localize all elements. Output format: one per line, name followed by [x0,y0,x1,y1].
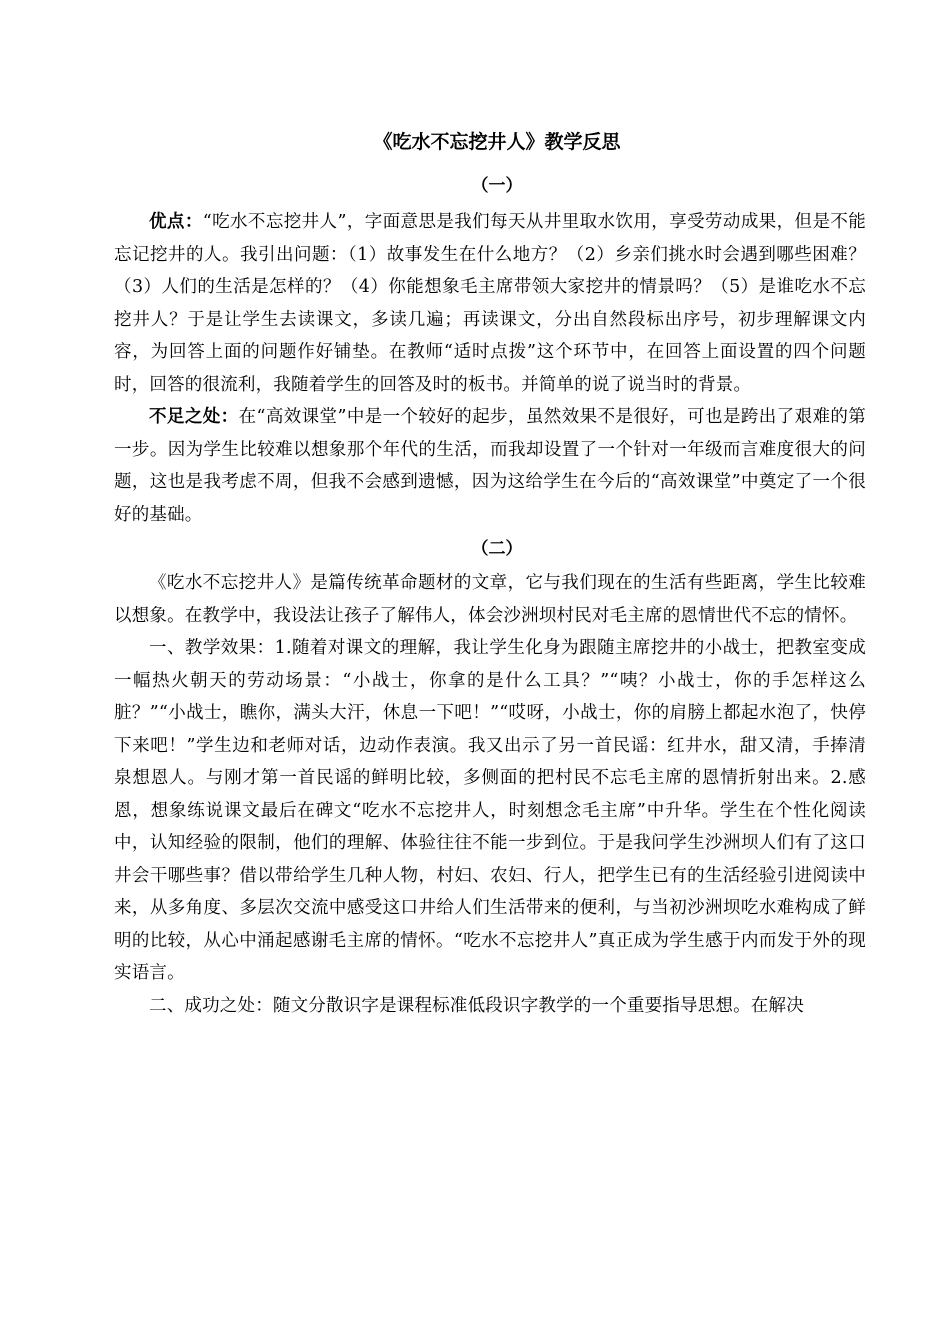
paragraph-success: 二、成功之处：随文分散识字是课程标准低段识字教学的一个重要指导思想。在解决 [149,995,804,1016]
section-heading-2: （二） [471,539,523,559]
document-title: 《吃水不忘挖井人》教学反思 [373,131,621,153]
document-page [114,126,866,1022]
paragraph-intro: 《吃水不忘挖井人》是篇传统革命题材的文章，它与我们现在的生活有些距离，学生比较难以想象。在教学中，我设法让孩子了解伟人，体会沙洲坝村民对毛主席的恩情世代不忘的情怀。 [114,573,866,626]
paragraph-shortcomings [114,401,866,531]
section-heading-1: （一） [471,176,523,196]
paragraph-text-advantages: “吃水不忘挖井人”，字面意思是我们每天从井里取水饮用，享受劳动成果，但是不能忘记挖井的人。我引出问题：（1）故事发生在什么地方？（2）乡亲们挑水时会遇到哪些困难？（3）人们的生活是怎样的？（4）你能想象毛主席带领大家挖井的情景吗？（5）是谁吃水不忘挖井人？于是让学生去读课文，多读几遍；再读课文，分出自然段标出序号，初步理解课文内容，为回答上面的问题作好铺垫。在教师“适时点拨”这个环节中，在回答上面设置的四个问题时，回答的很流利，我随着学生的回答及时的板书。并简单的说了说当时的背景。 [114,212,866,395]
paragraph-advantages [114,206,866,401]
paragraph-teaching-effect: 一、教学效果：1.随着对课文的理解，我让学生化身为跟随主席挖井的小战士，把教室变成一幅热火朝天的劳动场景：“小战士，你拿的是什么工具？”“咦？小战士，你的手怎样这么脏？”“小战士，瞧你，满头大汗，休息一下吧！”“哎呀，小战士，你的肩膀上都起水泡了，快停下来吧！”学生边和老师对话，边动作表演。我又出示了另一首民谣：红井水，甜又清，手捧清泉想恩人。与刚才第一首民谣的鲜明比较，多侧面的把村民不忘毛主席的恩情折射出来。2.感恩，想象练说课文最后在碑文“吃水不忘挖井人，时刻想念毛主席”中升华。学生在个性化阅读中，认知经验的限制，他们的理解、体验往往不能一步到位。于是我问学生沙洲坝人们有了这口井会干哪些事？借以带给学生几种人物，村妇、农妇、行人，把学生已有的生活经验引进阅读中来，从多角度、多层次交流中感受这口井给人们生活带来的便利，与当初沙洲坝吃水难构成了鲜明的比较，从心中涌起感谢毛主席的情怀。“吃水不忘挖井人”真正成为学生感于内而发于外的现实语言。 [114,638,866,983]
paragraph-lead-shortcomings: 不足之处： [149,407,239,427]
paragraph-lead-advantages: 优点： [149,212,203,232]
paragraph-text-shortcomings: 在“高效课堂”中是一个较好的起步，虽然效果不是很好，可也是跨出了艰难的第一步。因为学生比较难以想象那个年代的生活，而我却设置了一个针对一年级而言难度很大的问题，这也是我考虑不周，但我不会感到遗憾，因为这给学生在今后的“高效课堂”中奠定了一个很好的基础。 [114,407,867,525]
